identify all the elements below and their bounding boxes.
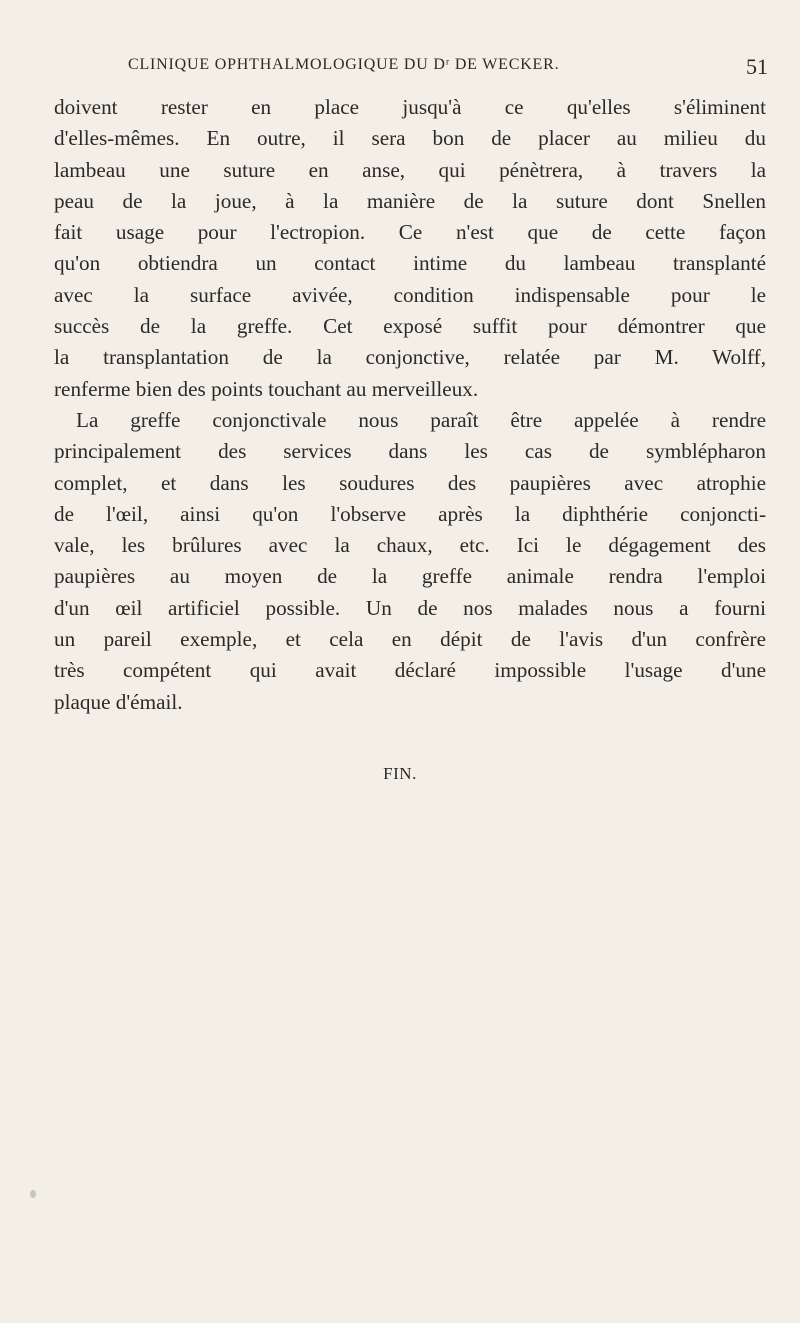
text-line: la transplantation de la conjonctive, relatée par M. Wolff, — [54, 345, 766, 370]
text-line: avec la surface avivée, condition indispensable pour le — [54, 282, 766, 307]
text-line: complet, et dans les soudures des paupières avec atrophie — [54, 470, 766, 495]
text-line: vale, les brûlures avec la chaux, etc. Ici le dégagement des — [54, 533, 766, 558]
body-text — [54, 92, 766, 718]
text-line: d'elles-mêmes. En outre, il sera bon de placer au milieu du — [54, 126, 766, 151]
text-line: renferme bien des points touchant au merveilleux. — [54, 376, 479, 401]
text-line: d'un œil artificiel possible. Un de nos malades nous a fourni — [54, 595, 766, 620]
text-line: doivent rester en place jusqu'à ce qu'elles s'éliminent — [54, 95, 766, 119]
paper-speck — [30, 1190, 36, 1198]
end-marker: FIN. — [383, 764, 417, 783]
page-header — [128, 56, 768, 84]
text-line: plaque d'émail. — [54, 689, 183, 714]
text-line: qu'on obtiendra un contact intime du lambeau transplanté — [54, 251, 766, 276]
page-number: 51 — [746, 54, 768, 79]
text-line: principalement des services dans les cas de symblépharon — [54, 439, 766, 464]
running-head: CLINIQUE OPHTHALMOLOGIQUE DU Dʳ DE WECKER. — [128, 56, 560, 73]
text-line: La greffe conjonctivale nous paraît être appelée à rendre — [76, 407, 766, 432]
text-line: succès de la greffe. Cet exposé suffit pour démontrer que — [54, 314, 766, 339]
text-line: fait usage pour l'ectropion. Ce n'est que de cette façon — [54, 220, 766, 245]
text-line: paupières au moyen de la greffe animale rendra l'emploi — [54, 564, 766, 589]
text-line: un pareil exemple, et cela en dépit de l'avis d'un confrère — [54, 627, 766, 652]
text-line: peau de la joue, à la manière de la suture dont Snellen — [54, 188, 766, 213]
text-line: de l'œil, ainsi qu'on l'observe après la diphthérie conjoncti- — [54, 501, 766, 526]
text-line: très compétent qui avait déclaré impossible l'usage d'une — [54, 658, 766, 683]
text-line: lambeau une suture en anse, qui pénètrera, à travers la — [54, 157, 766, 182]
